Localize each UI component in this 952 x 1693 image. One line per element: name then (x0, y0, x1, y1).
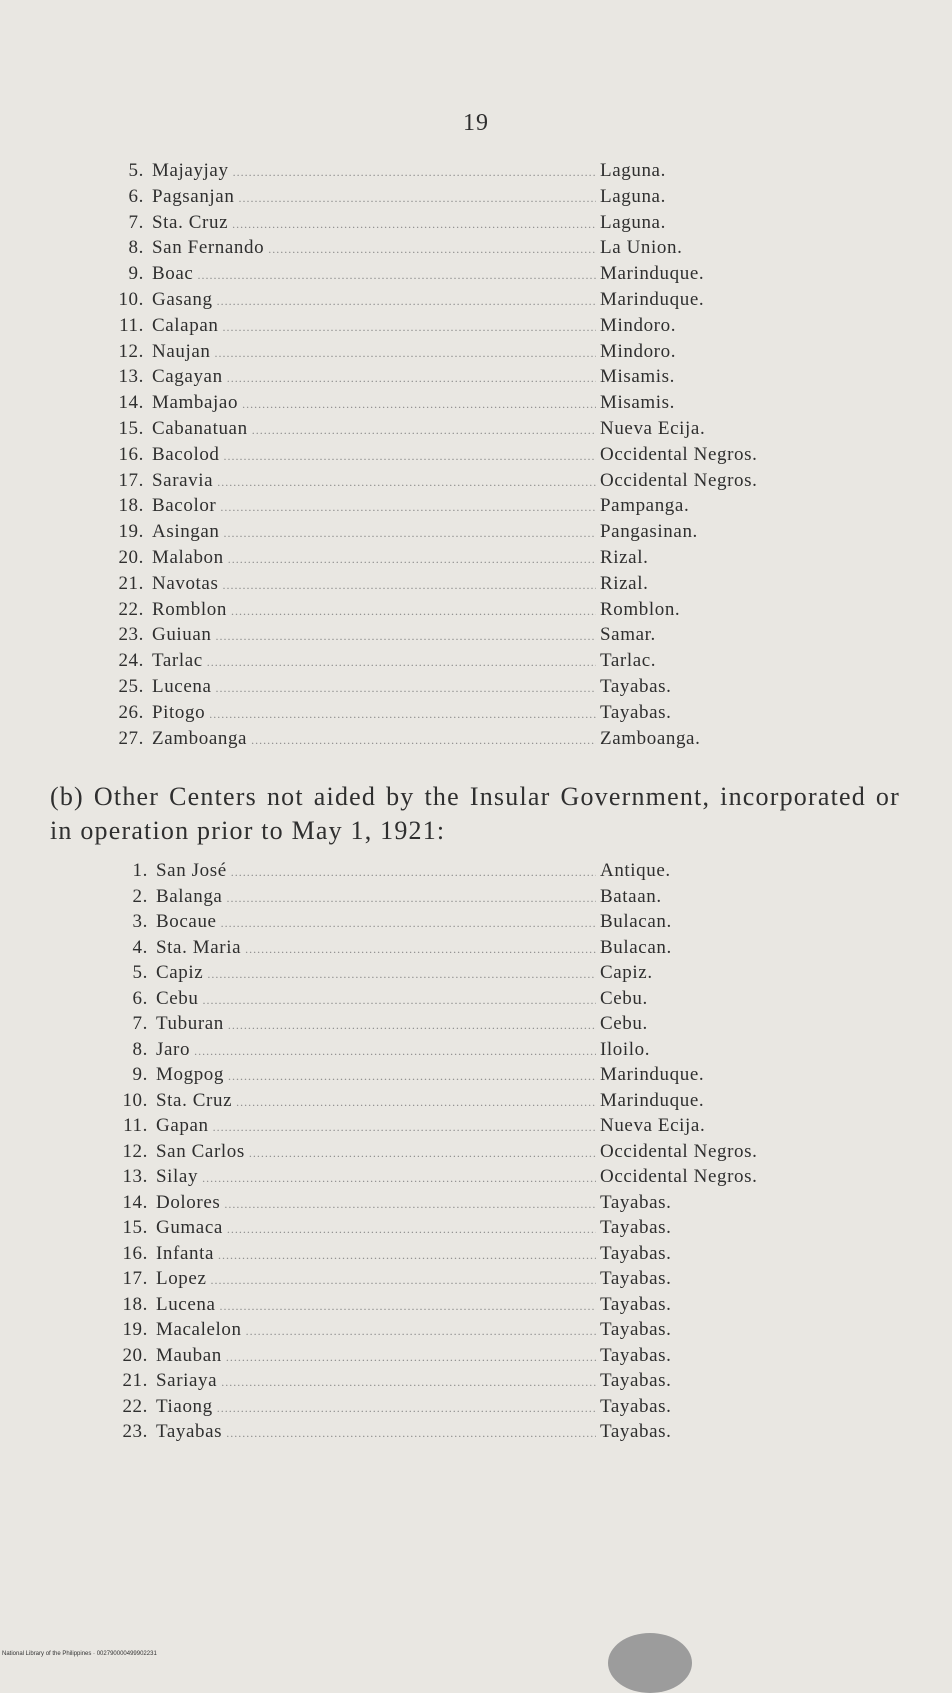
center-name: Romblon (152, 598, 227, 620)
province-name: Romblon. (600, 598, 681, 620)
center-name: Gasang (152, 289, 213, 310)
list-item (108, 702, 820, 728)
dot-leader (249, 1146, 596, 1161)
list-item (108, 418, 820, 444)
center-name: Balanga (156, 885, 223, 907)
item-number: 13. (118, 366, 144, 388)
list-item (112, 988, 820, 1014)
center-name: Infanta (156, 1242, 214, 1264)
dot-leader (220, 1299, 596, 1314)
item-number: 13. (122, 1166, 148, 1187)
province-name: Marinduque. (600, 263, 705, 285)
dot-leader (209, 707, 596, 722)
list-item (112, 860, 820, 886)
list-item (112, 1370, 820, 1396)
item-number: 24. (118, 650, 144, 672)
list-item (112, 1064, 820, 1090)
list-item (108, 728, 820, 754)
center-name: San Fernando (152, 237, 265, 259)
item-number: 21. (122, 1370, 148, 1391)
item-number: 12. (118, 340, 144, 362)
center-name: Asingan (152, 521, 220, 543)
list-item (112, 962, 820, 988)
dot-leader (251, 733, 596, 748)
dot-leader (231, 604, 596, 619)
center-name: Mambajao (152, 392, 239, 414)
center-name: Gapan (156, 1115, 209, 1136)
dot-leader (220, 500, 596, 515)
list-item (112, 1396, 820, 1422)
item-number: 21. (118, 572, 144, 594)
center-name: Zamboanga (152, 727, 248, 749)
item-number: 3. (132, 911, 148, 932)
center-name: Macalelon (156, 1319, 242, 1340)
province-name: Capiz. (600, 962, 653, 983)
dot-leader (218, 1248, 596, 1263)
province-name: Marinduque. (600, 1064, 705, 1085)
list-item (112, 1421, 820, 1447)
item-number: 26. (118, 701, 144, 723)
list-item (112, 1141, 820, 1167)
dot-leader (228, 1069, 596, 1084)
province-name: Tayabas. (600, 1370, 672, 1391)
item-number: 11. (119, 314, 144, 336)
province-name: Tayabas. (600, 1217, 672, 1238)
province-name: Mindoro. (600, 340, 677, 362)
province-name: Tayabas. (600, 1191, 672, 1213)
list-item (112, 1192, 820, 1218)
center-name: Sta. Cruz (156, 1089, 233, 1111)
list-item (112, 886, 820, 912)
item-number: 23. (118, 624, 144, 646)
province-name: Tayabas. (600, 701, 672, 723)
center-name: Tiaong (156, 1395, 213, 1417)
center-name: Sta. Cruz (152, 211, 229, 233)
dot-leader (213, 1120, 596, 1135)
center-name: Capiz (156, 962, 204, 983)
dot-leader (224, 526, 596, 541)
list-item (108, 263, 820, 289)
center-name: Saravia (152, 469, 214, 491)
province-name: Nueva Ecija. (600, 1115, 706, 1136)
center-name: Mogpog (156, 1064, 224, 1085)
list-item (112, 937, 820, 963)
province-name: Tayabas. (600, 1268, 672, 1289)
dot-leader (217, 475, 596, 490)
item-number: 7. (132, 1013, 148, 1034)
center-name: Malabon (152, 547, 224, 568)
item-number: 17. (122, 1268, 148, 1289)
item-number: 17. (118, 469, 144, 491)
dot-leader (233, 165, 596, 180)
province-name: Occidental Negros. (600, 1140, 758, 1162)
center-name: Dolores (156, 1191, 221, 1213)
province-name: Tarlac. (600, 650, 657, 672)
center-name: Cagayan (152, 366, 223, 388)
item-number: 11. (123, 1115, 148, 1136)
list-item (108, 573, 820, 599)
dot-leader (224, 449, 596, 464)
list-item (112, 1268, 820, 1294)
province-name: Nueva Ecija. (600, 418, 706, 439)
center-name: Bocaue (156, 911, 217, 932)
list-item (108, 521, 820, 547)
center-name: Naujan (152, 340, 211, 362)
province-name: Misamis. (600, 366, 676, 388)
dot-leader (207, 967, 596, 982)
item-number: 12. (122, 1140, 148, 1162)
section-b-heading: (b) Other Centers not aided by the Insular Government, incorporated or in operation prior to May 1, 1921: (50, 782, 900, 845)
dot-leader (227, 1222, 596, 1237)
province-name: Occidental Negros. (600, 469, 758, 491)
dot-leader (224, 1197, 596, 1212)
center-name: Sta. Maria (156, 936, 242, 958)
item-number: 6. (132, 987, 148, 1009)
list-item (108, 444, 820, 470)
item-number: 5. (128, 160, 144, 181)
scan-footer: National Library of the Philippines · 002790000499902231 (2, 1651, 157, 1657)
province-name: Tayabas. (600, 1242, 672, 1264)
province-name: Laguna. (600, 211, 666, 233)
province-name: Tayabas. (600, 1395, 672, 1417)
list-item (112, 1115, 820, 1141)
dot-leader (242, 397, 596, 412)
item-number: 2. (132, 885, 148, 907)
province-name: Bulacan. (600, 911, 672, 932)
center-name: Boac (152, 263, 194, 285)
dot-leader (216, 681, 596, 696)
dot-leader (227, 371, 596, 386)
dot-leader (214, 346, 596, 361)
province-name: Rizal. (600, 547, 649, 568)
province-name: Bataan. (600, 885, 662, 907)
province-name: Tayabas. (600, 676, 672, 697)
item-number: 7. (128, 211, 144, 233)
list-item (112, 1090, 820, 1116)
list-item (108, 212, 820, 238)
list-item (108, 237, 820, 263)
province-name: Occidental Negros. (600, 1166, 758, 1187)
item-number: 22. (122, 1395, 148, 1417)
center-name: Majayjay (152, 160, 229, 181)
province-name: Tayabas. (600, 1293, 672, 1315)
dot-leader (236, 1095, 596, 1110)
province-name: Tayabas. (600, 1421, 672, 1442)
item-number: 10. (118, 289, 144, 310)
center-name: Silay (156, 1166, 199, 1187)
item-number: 6. (128, 185, 144, 207)
dot-leader (203, 993, 596, 1008)
list-item (112, 1217, 820, 1243)
center-name: Tayabas (156, 1421, 223, 1442)
dot-leader (197, 268, 596, 283)
province-name: Pangasinan. (600, 521, 698, 543)
dot-leader (252, 423, 596, 438)
list-item (108, 624, 820, 650)
item-number: 16. (118, 443, 144, 465)
dot-leader (210, 1273, 596, 1288)
center-name: Calapan (152, 314, 219, 336)
list-item (112, 1039, 820, 1065)
dot-leader (202, 1171, 596, 1186)
province-name: Samar. (600, 624, 656, 646)
item-number: 5. (132, 962, 148, 983)
dot-leader (245, 942, 596, 957)
province-name: Cebu. (600, 1013, 648, 1034)
list-item (108, 650, 820, 676)
dot-leader (226, 1350, 596, 1365)
list-item (108, 186, 820, 212)
dot-leader (228, 552, 596, 567)
dot-leader (194, 1044, 596, 1059)
list-item (108, 289, 820, 315)
list-item (108, 392, 820, 418)
list-item (108, 315, 820, 341)
list-item (108, 676, 820, 702)
province-name: Rizal. (600, 572, 649, 594)
list-item (112, 1166, 820, 1192)
dot-leader (216, 629, 596, 644)
center-name: Lucena (152, 676, 212, 697)
list-item (108, 341, 820, 367)
item-number: 20. (122, 1344, 148, 1366)
center-name: Guiuan (152, 624, 212, 646)
center-name: Lopez (156, 1268, 207, 1289)
dot-leader (207, 655, 596, 670)
dot-leader (221, 916, 596, 931)
center-name: Tuburan (156, 1013, 224, 1034)
province-name: Tayabas. (600, 1344, 672, 1366)
item-number: 19. (118, 521, 144, 543)
center-name: Sariaya (156, 1370, 218, 1391)
list-item (112, 1294, 820, 1320)
item-number: 8. (128, 237, 144, 259)
list-item (112, 1243, 820, 1269)
item-number: 1. (132, 860, 148, 881)
center-name: San José (156, 860, 227, 881)
item-number: 25. (118, 676, 144, 697)
center-name: San Carlos (156, 1140, 245, 1162)
center-name: Pitogo (152, 701, 206, 723)
item-number: 19. (122, 1319, 148, 1340)
center-name: Jaro (156, 1038, 191, 1060)
dot-leader (222, 320, 596, 335)
center-name: Bacolor (152, 495, 217, 517)
list-item (108, 160, 820, 186)
province-name: Misamis. (600, 392, 676, 414)
province-name: Laguna. (600, 160, 666, 181)
dot-leader (222, 578, 596, 593)
dot-leader (246, 1324, 596, 1339)
dot-leader (232, 217, 596, 232)
dot-leader (221, 1375, 596, 1390)
item-number: 10. (122, 1089, 148, 1111)
province-name: La Union. (600, 237, 683, 259)
item-number: 9. (128, 263, 144, 285)
province-name: Iloilo. (600, 1038, 651, 1060)
item-number: 15. (122, 1217, 148, 1238)
center-name: Cabanatuan (152, 418, 248, 439)
item-number: 15. (118, 418, 144, 439)
center-name: Tarlac (152, 650, 203, 672)
province-name: Bulacan. (600, 936, 672, 958)
list-item (108, 366, 820, 392)
list-item (112, 911, 820, 937)
center-name: Navotas (152, 572, 219, 594)
province-name: Zamboanga. (600, 727, 701, 749)
item-number: 23. (122, 1421, 148, 1442)
item-number: 4. (132, 936, 148, 958)
list-item (112, 1013, 820, 1039)
province-name: Occidental Negros. (600, 443, 758, 465)
list-item (108, 495, 820, 521)
province-name: Marinduque. (600, 289, 705, 310)
item-number: 20. (118, 547, 144, 568)
dot-leader (226, 1426, 596, 1441)
item-number: 14. (122, 1191, 148, 1213)
center-name: Bacolod (152, 443, 220, 465)
item-number: 16. (122, 1242, 148, 1264)
dot-leader (217, 1401, 596, 1416)
province-name: Cebu. (600, 987, 648, 1009)
dot-leader (238, 191, 596, 206)
center-name: Cebu (156, 987, 199, 1009)
dot-leader (228, 1018, 596, 1033)
province-name: Laguna. (600, 185, 666, 207)
item-number: 9. (132, 1064, 148, 1085)
list-item (108, 599, 820, 625)
list-item (108, 547, 820, 573)
item-number: 27. (118, 727, 144, 749)
list-item (112, 1345, 820, 1371)
center-name: Gumaca (156, 1217, 223, 1238)
item-number: 18. (122, 1293, 148, 1315)
dot-leader (231, 865, 596, 880)
dot-leader (226, 891, 596, 906)
province-name: Marinduque. (600, 1089, 705, 1111)
province-name: Antique. (600, 860, 671, 881)
scan-artifact (608, 1633, 692, 1693)
page-number: 19 (463, 110, 489, 136)
province-name: Tayabas. (600, 1319, 672, 1340)
province-name: Mindoro. (600, 314, 677, 336)
item-number: 14. (118, 392, 144, 414)
list-item (108, 470, 820, 496)
item-number: 18. (118, 495, 144, 517)
item-number: 8. (132, 1038, 148, 1060)
item-number: 22. (118, 598, 144, 620)
province-name: Pampanga. (600, 495, 690, 517)
list-item (112, 1319, 820, 1345)
dot-leader (217, 294, 596, 309)
center-name: Pagsanjan (152, 185, 235, 207)
center-name: Mauban (156, 1344, 222, 1366)
center-name: Lucena (156, 1293, 216, 1315)
dot-leader (268, 242, 596, 257)
